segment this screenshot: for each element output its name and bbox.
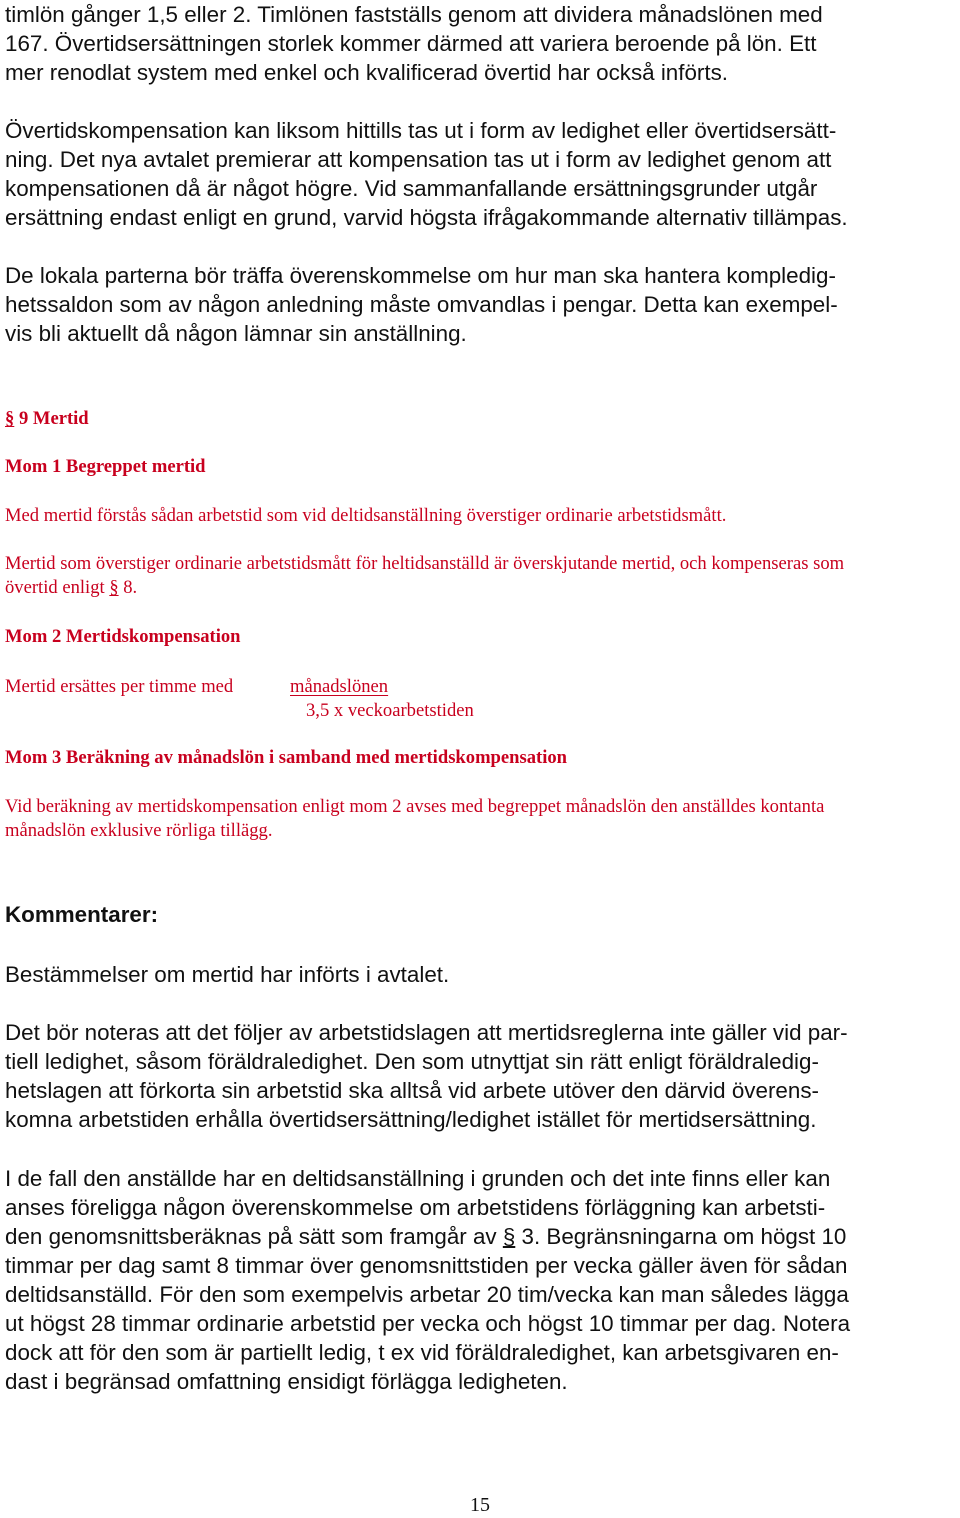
comments-p3-line-7: dock att för den som är partiellt ledig, t ex vid föräldraledighet, kan arbetsgivaren en- xyxy=(5,1340,839,1365)
comments-p3-line-3-prefix: den genomsnittsberäknas på sätt som framgår av xyxy=(5,1224,503,1249)
mom1-text2-prefix: övertid enligt xyxy=(5,577,110,598)
mom2-text: Mertid ersättes per timme med xyxy=(5,676,234,697)
comments-p3-line-6: ut högst 28 timmar ordinarie arbetstid per vecka och högst 10 timmar per dag. Notera xyxy=(5,1311,851,1336)
section-title: 9 Mertid xyxy=(14,408,89,429)
compensation-line-2: ning. Det nya avtalet premierar att kompensation tas ut i form av ledighet genom att xyxy=(5,147,832,172)
comments-p3-line-1: I de fall den anställde har en deltidsanställning i grunden och det inte finns eller kan xyxy=(5,1166,831,1191)
formula-numerator: månadslönen xyxy=(290,676,389,697)
comments-p3-line-2: anses föreligga någon överenskommelse om arbetstidens förläggning kan arbetsti- xyxy=(5,1195,826,1220)
comments-p2-line-2: tiell ledighet, såsom föräldraledighet. Den som utnyttjat sin rätt enligt föräldraledig- xyxy=(5,1049,819,1074)
intro-line-2: 167. Övertidsersättningen storlek kommer därmed att variera beroende på lön. Ett xyxy=(5,31,817,56)
comments-p3-line-4: timmar per dag samt 8 timmar över genomsnittstiden per vecka gäller även för sådan xyxy=(5,1253,848,1278)
mom1-text2-line2 xyxy=(5,576,137,601)
page-number: 15 xyxy=(470,1494,490,1516)
compensation-line-1: Övertidskompensation kan liksom hittills tas ut i form av ledighet eller övertidsersätt- xyxy=(5,118,837,143)
mom1-paragraph-sign: § xyxy=(109,577,119,598)
saldo-line-3: vis bli aktuellt då någon lämnar sin anställning. xyxy=(5,321,467,346)
comments-p2-line-3: hetslagen att förkorta sin arbetstid ska alltså vid arbete utöver den därvid överens- xyxy=(5,1078,819,1103)
saldo-line-2: hetssaldon som av någon anledning måste omvandlas i pengar. Detta kan exempel- xyxy=(5,292,838,317)
comments-heading: Kommentarer: xyxy=(5,902,159,927)
saldo-line-1: De lokala parterna bör träffa överenskommelse om hur man ska hantera kompledig- xyxy=(5,263,836,288)
section-sign: § xyxy=(5,408,15,429)
intro-line-1: timlön gånger 1,5 eller 2. Timlönen fastställs genom att dividera månadslönen med xyxy=(5,2,823,27)
comments-p2-line-1: Det bör noteras att det följer av arbetstidslagen att mertidsreglerna inte gäller vid par- xyxy=(5,1020,848,1045)
compensation-line-4: ersättning endast enligt en grund, varvid högsta ifrågakommande alternativ tillämpas. xyxy=(5,205,848,230)
comments-p3-line-3 xyxy=(5,1222,846,1251)
mom1-heading: Mom 1 Begreppet mertid xyxy=(5,456,206,477)
compensation-line-3: kompensationen då är något högre. Vid sammanfallande ersättningsgrunder utgår xyxy=(5,176,818,201)
mom3-line-2: månadslön exklusive rörliga tillägg. xyxy=(5,820,273,841)
mom1-text2-suffix: 8. xyxy=(118,577,138,598)
mom2-heading: Mom 2 Mertidskompensation xyxy=(5,626,241,647)
mom3-heading: Mom 3 Beräkning av månadslön i samband med mertidskompensation xyxy=(5,747,568,768)
comments-paragraph-sign: § xyxy=(502,1224,516,1249)
comments-p1: Bestämmelser om mertid har införts i avtalet. xyxy=(5,962,450,987)
section-heading xyxy=(5,407,89,432)
comments-p3-line-3-suffix: 3. Begränsningarna om högst 10 xyxy=(515,1224,847,1249)
intro-line-3: mer renodlat system med enkel och kvalificerad övertid har också införts. xyxy=(5,60,729,85)
comments-p2-line-4: komna arbetstiden erhålla övertidsersättning/ledighet istället för mertidsersättning. xyxy=(5,1107,817,1132)
formula-denominator: 3,5 x veckoarbetstiden xyxy=(306,700,474,721)
comments-p3-line-5: deltidsanställd. För den som exempelvis arbetar 20 tim/vecka kan man således lägga xyxy=(5,1282,849,1307)
comments-p3-line-8: dast i begränsad omfattning ensidigt förlägga ledigheten. xyxy=(5,1369,568,1394)
mom3-line-1: Vid beräkning av mertidskompensation enligt mom 2 avses med begreppet månadslön den anställdes kontanta xyxy=(5,796,825,817)
mom1-text: Med mertid förstås sådan arbetstid som vid deltidsanställning överstiger ordinarie arbetstidsmått. xyxy=(5,505,727,526)
mom1-text2-line1: Mertid som överstiger ordinarie arbetstidsmått för heltidsanställd är överskjutande mertid, och kompenseras som xyxy=(5,553,845,574)
